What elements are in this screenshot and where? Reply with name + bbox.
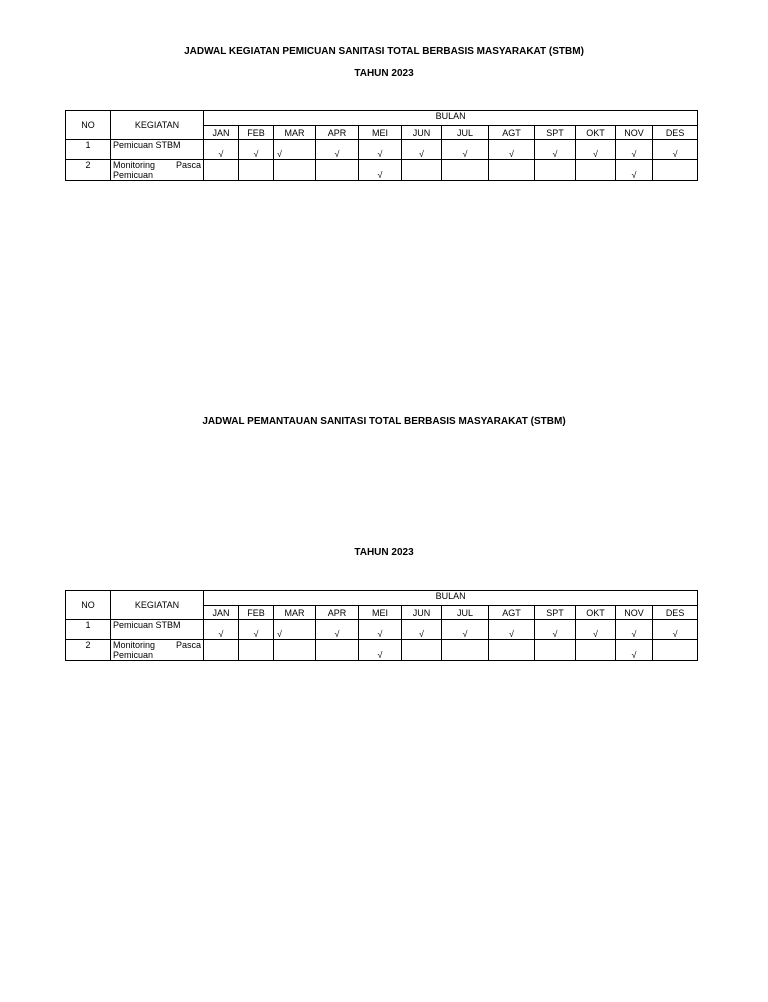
check-mark: √: [402, 140, 442, 160]
header-no: NO: [66, 591, 111, 620]
check-mark: [535, 160, 576, 181]
check-mark: [402, 640, 442, 661]
check-mark: √: [274, 140, 316, 160]
check-mark: √: [359, 640, 402, 661]
row-number: 1: [66, 140, 111, 160]
check-mark: √: [239, 140, 274, 160]
row-activity: Monitoring Pasca Pemicuan: [111, 160, 204, 181]
check-mark: √: [204, 620, 239, 640]
check-mark: √: [535, 620, 576, 640]
check-mark: [489, 640, 535, 661]
check-mark: √: [204, 140, 239, 160]
check-mark: √: [653, 140, 698, 160]
table-row: [66, 640, 698, 661]
check-mark: √: [489, 620, 535, 640]
row-number: 2: [66, 640, 111, 661]
header-month: DES: [653, 126, 698, 140]
header-month: MEI: [359, 606, 402, 620]
header-month: NOV: [616, 126, 653, 140]
check-mark: √: [316, 620, 359, 640]
header-month: JUN: [402, 126, 442, 140]
header-month: JUL: [442, 606, 489, 620]
row-number: 1: [66, 620, 111, 640]
header-no: NO: [66, 111, 111, 140]
header-month: APR: [316, 606, 359, 620]
row-activity: Monitoring Pasca Pemicuan: [111, 640, 204, 661]
header-month: FEB: [239, 606, 274, 620]
header-month: APR: [316, 126, 359, 140]
header-month: JUN: [402, 606, 442, 620]
check-mark: [653, 160, 698, 181]
schedule-year: TAHUN 2023: [354, 547, 414, 558]
check-mark: [316, 160, 359, 181]
check-mark: √: [576, 140, 616, 160]
header-month-group: BULAN: [204, 591, 698, 606]
schedule-title: JADWAL PEMANTAUAN SANITASI TOTAL BERBASIS MASYARAKAT (STBM): [202, 416, 566, 427]
header-month: JAN: [204, 126, 239, 140]
header-month: OKT: [576, 606, 616, 620]
header-month: NOV: [616, 606, 653, 620]
check-mark: √: [442, 620, 489, 640]
check-mark: √: [274, 620, 316, 640]
check-mark: √: [239, 620, 274, 640]
header-month: FEB: [239, 126, 274, 140]
row-activity: Pemicuan STBM: [111, 140, 204, 160]
check-mark: [239, 640, 274, 661]
header-activity: KEGIATAN: [111, 111, 204, 140]
schedule-title: JADWAL KEGIATAN PEMICUAN SANITASI TOTAL BERBASIS MASYARAKAT (STBM): [184, 46, 584, 57]
check-mark: [442, 160, 489, 181]
check-mark: [402, 160, 442, 181]
check-mark: [442, 640, 489, 661]
schedule-year: TAHUN 2023: [354, 68, 414, 79]
table-row: [66, 160, 698, 181]
check-mark: √: [359, 140, 402, 160]
check-mark: √: [489, 140, 535, 160]
check-mark: √: [442, 140, 489, 160]
table-row: [66, 140, 698, 160]
check-mark: √: [616, 160, 653, 181]
row-number: 2: [66, 160, 111, 181]
check-mark: √: [359, 160, 402, 181]
check-mark: √: [535, 140, 576, 160]
header-month: DES: [653, 606, 698, 620]
check-mark: [653, 640, 698, 661]
check-mark: √: [576, 620, 616, 640]
check-mark: √: [616, 140, 653, 160]
header-activity: KEGIATAN: [111, 591, 204, 620]
check-mark: [204, 160, 239, 181]
check-mark: [576, 160, 616, 181]
check-mark: [239, 160, 274, 181]
check-mark: [489, 160, 535, 181]
check-mark: [576, 640, 616, 661]
header-month: AGT: [489, 126, 535, 140]
check-mark: [274, 160, 316, 181]
check-mark: √: [402, 620, 442, 640]
check-mark: √: [316, 140, 359, 160]
header-month: MAR: [274, 606, 316, 620]
check-mark: [535, 640, 576, 661]
check-mark: √: [616, 620, 653, 640]
row-activity: Pemicuan STBM: [111, 620, 204, 640]
header-month: JAN: [204, 606, 239, 620]
header-month: SPT: [535, 126, 576, 140]
table-row: [66, 620, 698, 640]
header-month: OKT: [576, 126, 616, 140]
check-mark: [204, 640, 239, 661]
header-month-group: BULAN: [204, 111, 698, 126]
check-mark: [274, 640, 316, 661]
header-month: JUL: [442, 126, 489, 140]
header-month: SPT: [535, 606, 576, 620]
check-mark: √: [653, 620, 698, 640]
schedule-table: [65, 590, 698, 661]
check-mark: √: [616, 640, 653, 661]
schedule-table: [65, 110, 698, 181]
header-month: AGT: [489, 606, 535, 620]
check-mark: [316, 640, 359, 661]
check-mark: √: [359, 620, 402, 640]
header-month: MEI: [359, 126, 402, 140]
header-month: MAR: [274, 126, 316, 140]
